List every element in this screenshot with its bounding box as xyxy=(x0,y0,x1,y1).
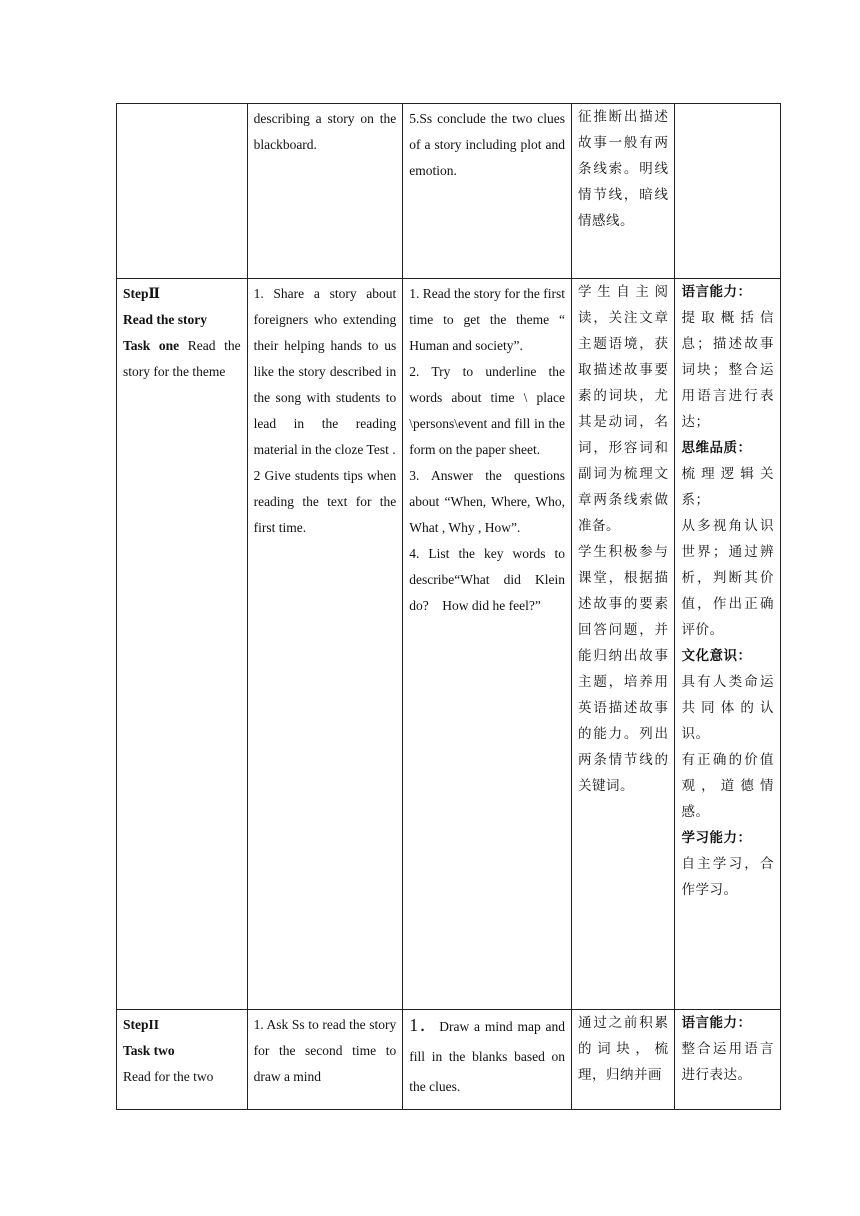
activity-number: 1． xyxy=(409,1015,440,1035)
table-row xyxy=(117,104,781,279)
activity-text: Draw a mind map and fill in the blanks based on the clues. xyxy=(409,1019,566,1094)
competency-text: 提取概括信息；描述故事词块；整合运用语言进行表达； xyxy=(681,310,774,429)
table-row xyxy=(117,279,781,1010)
competency-text: 整合运用语言进行表达。 xyxy=(681,1041,774,1082)
competency-text: 有正确的价值观，道德情感。 xyxy=(681,752,774,819)
row1-competency-cell xyxy=(675,104,781,279)
row1-student-text: 5.Ss conclude the two clues of a story including plot and emotion. xyxy=(409,111,566,178)
task-text: Read for the two xyxy=(123,1069,214,1084)
competency-heading: 学习能力： xyxy=(681,830,752,846)
row3-step-cell xyxy=(117,1010,248,1110)
competency-text: 自主学习，合作学习。 xyxy=(681,856,774,897)
row1-purpose-cell xyxy=(572,104,675,279)
task-label: Task two xyxy=(123,1043,175,1058)
step-label: StepⅡ xyxy=(123,286,160,301)
competency-heading: 语言能力： xyxy=(681,1015,752,1031)
row1-step-cell xyxy=(117,104,248,279)
task-description xyxy=(123,333,241,385)
purpose-text-1: 通过之前积累的词块，梳理，归纳并画 xyxy=(578,1015,669,1082)
competency-heading: 文化意识： xyxy=(681,648,752,664)
row3-teacher-cell xyxy=(247,1010,403,1110)
row3-purpose-cell xyxy=(572,1010,675,1110)
teacher-activity-1: 1. Share a story about foreigners who extending their helping hands to us like the story described in the song with students to lead in the reading material in the cloze Test . xyxy=(253,286,397,457)
step-title: Read the story xyxy=(123,312,207,327)
competency-heading: 语言能力： xyxy=(681,284,752,300)
teacher-activity-1: 1. Ask Ss to read the story for the second time to draw a mind xyxy=(253,1017,397,1084)
row3-competency-cell xyxy=(675,1010,781,1110)
competency-text: 梳理逻辑关系； xyxy=(681,466,774,507)
row1-purpose-text: 征推断出描述故事一般有两条线索。明线情节线，暗线情感线。 xyxy=(578,109,669,228)
purpose-text-2: 学生积极参与课堂，根据描述故事的要素回答问题，并能归纳出故事主题，培养用英语描述故事的能力。列出两条情节线的关键词。 xyxy=(578,544,669,793)
row3-student-cell xyxy=(403,1010,572,1110)
competency-heading: 思维品质： xyxy=(681,440,752,456)
row1-teacher-cell xyxy=(247,104,403,279)
step-label: StepII xyxy=(123,1017,160,1032)
row2-teacher-cell xyxy=(247,279,403,1010)
row1-teacher-text: describing a story on the blackboard. xyxy=(253,111,397,152)
student-activity-2: 2. Try to underline the words about time \ place \persons\event and fill in the form on the paper sheet. xyxy=(409,364,566,457)
student-activity-3: 3. Answer the questions about “When, Where, Who, What , Why , How”. xyxy=(409,468,566,535)
student-activity-4: 4. List the key words to describe“What did Klein do? How did he feel?” xyxy=(409,546,566,613)
lesson-plan-table xyxy=(116,103,781,1110)
task-text: Read the story for the theme xyxy=(123,338,241,379)
row2-purpose-cell xyxy=(572,279,675,1010)
row2-step-cell xyxy=(117,279,248,1010)
student-activity-1 xyxy=(409,1010,565,1102)
student-activity-1: 1. Read the story for the first time to get the theme “ Human and society”. xyxy=(409,286,566,353)
competency-text: 具有人类命运共同体的认识。 xyxy=(681,674,774,741)
competency-text: 从多视角认识世界；通过辨析，判断其价值，作出正确评价。 xyxy=(681,518,774,637)
task-label: Task one xyxy=(123,338,180,353)
teacher-activity-2: 2 Give students tips when reading the text for the first time. xyxy=(253,468,397,535)
row2-student-cell xyxy=(403,279,572,1010)
table-row xyxy=(117,1010,781,1110)
row2-competency-cell xyxy=(675,279,781,1010)
purpose-text-1: 学生自主阅读，关注文章主题语境，获取描述故事要素的词块，尤其是动词，名词，形容词和副词为梳理文章两条线索做准备。 xyxy=(578,284,669,533)
row1-student-cell xyxy=(403,104,572,279)
